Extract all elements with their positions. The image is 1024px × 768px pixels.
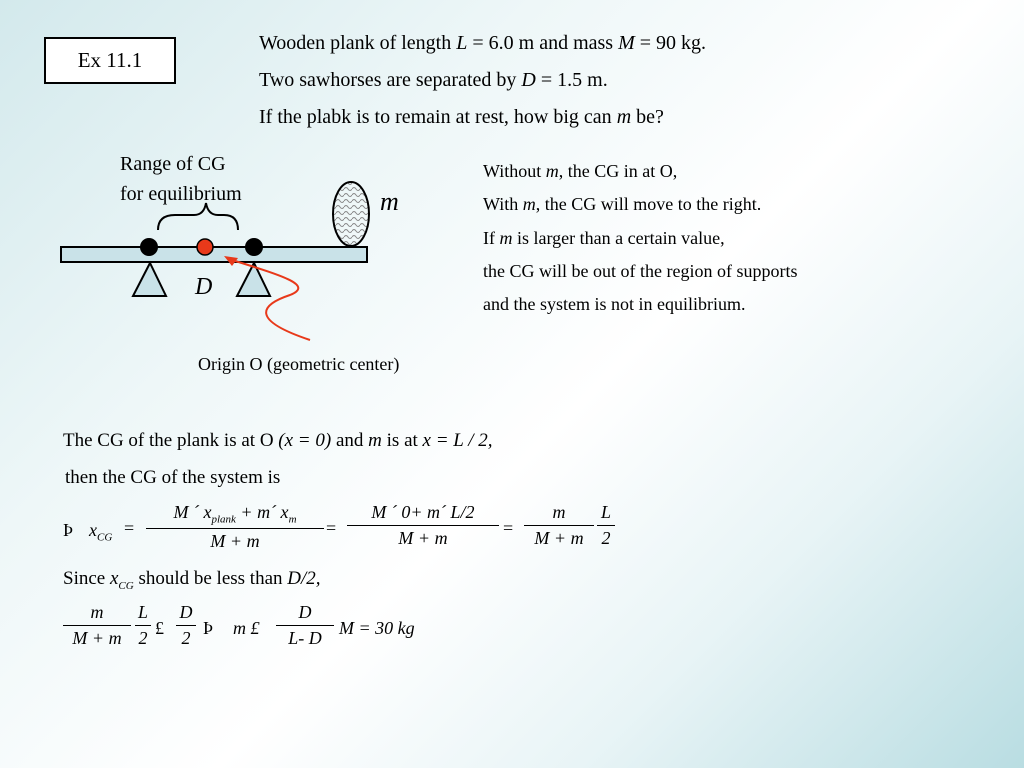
question-line-2: Two sawhorses are separated by D = 1.5 m. bbox=[259, 69, 608, 91]
origin-point bbox=[197, 239, 213, 255]
body-line-2: then the CG of the system is bbox=[65, 467, 281, 488]
implies-symbol-2: Þ bbox=[203, 618, 214, 638]
range-dot-right bbox=[245, 238, 263, 256]
explanation-line-3: If m is larger than a certain value, bbox=[483, 228, 725, 248]
implies-symbol: Þ bbox=[63, 520, 74, 540]
support-left bbox=[133, 263, 166, 296]
range-label-line-1: Range of CG bbox=[120, 153, 226, 175]
range-brace bbox=[158, 203, 238, 230]
equals-2: = bbox=[326, 518, 337, 538]
equals-1: = bbox=[124, 518, 135, 538]
leq-symbol: £ bbox=[155, 618, 164, 638]
m-leq: m £ bbox=[233, 618, 260, 638]
fraction-1: M ´ $x_{plank}$ + m´ $x_m$ M + m bbox=[146, 502, 324, 552]
mass-label: m bbox=[380, 187, 399, 216]
since-line: Since $x_{CG}$ should be less than D/2, bbox=[63, 568, 321, 592]
body-line-1: The CG of the plank is at O (x = 0) and m is at x = L / 2, bbox=[63, 430, 493, 451]
ineq-fraction-3: D 2 bbox=[176, 602, 196, 649]
fraction-4: L 2 bbox=[597, 502, 615, 549]
question-line-1: Wooden plank of length L = 6.0 m and mass M = 90 kg. bbox=[259, 32, 707, 54]
question-line-3: If the plabk is to remain at rest, how big can m be? bbox=[259, 106, 664, 128]
xcg-symbol: $x_{CG}$ bbox=[89, 520, 113, 544]
fraction-3: m M + m bbox=[524, 502, 594, 549]
fraction-2: M ´ 0+ m´ L/2 M + m bbox=[347, 502, 499, 549]
ineq-fraction-4: D L- D bbox=[276, 602, 334, 649]
explanation-line-5: and the system is not in equilibrium. bbox=[483, 294, 746, 314]
explanation-line-1: Without m, the CG in at O, bbox=[483, 161, 678, 181]
ineq-fraction-2: L 2 bbox=[135, 602, 151, 649]
range-dot-left bbox=[140, 238, 158, 256]
ineq-fraction-1: m M + m bbox=[63, 602, 131, 649]
explanation-line-4: the CG will be out of the region of supports bbox=[483, 261, 798, 281]
example-label: Ex 11.1 bbox=[44, 37, 176, 84]
result: M = 30 kg bbox=[339, 618, 415, 638]
origin-arrow bbox=[232, 260, 310, 340]
plank bbox=[61, 247, 367, 262]
origin-label: Origin O (geometric center) bbox=[198, 354, 400, 374]
support-right bbox=[237, 263, 270, 296]
equals-3: = bbox=[503, 518, 514, 538]
explanation-line-2: With m, the CG will move to the right. bbox=[483, 194, 762, 214]
range-label-line-2: for equilibrium bbox=[120, 183, 242, 205]
mass-object bbox=[333, 182, 369, 246]
distance-label: D bbox=[195, 274, 213, 300]
